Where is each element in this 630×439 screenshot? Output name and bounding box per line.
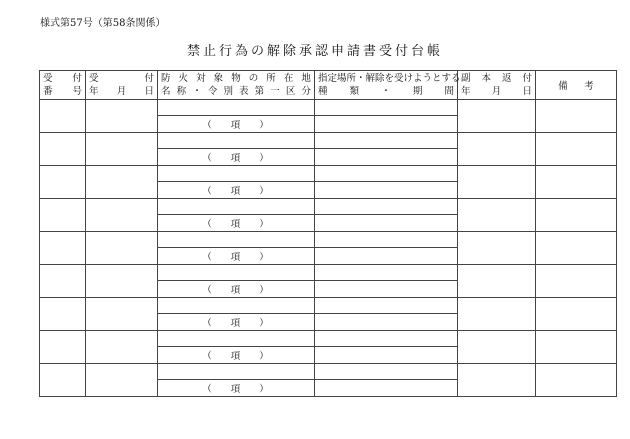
- header-char: 受: [89, 73, 99, 84]
- kou-open-paren: （: [202, 252, 213, 263]
- remarks-cell[interactable]: [536, 133, 617, 166]
- header-line: [161, 86, 311, 97]
- property-location-cell[interactable]: [158, 199, 315, 215]
- receipt-date-cell[interactable]: [86, 166, 158, 199]
- remarks-cell[interactable]: [536, 331, 617, 364]
- header-char: 第: [254, 86, 265, 97]
- property-name-category-cell[interactable]: [158, 215, 315, 232]
- kou-open-paren: （: [202, 120, 213, 131]
- header-char: 付: [144, 73, 154, 84]
- header-char: 本: [481, 73, 491, 84]
- header-char: 所: [266, 73, 276, 84]
- header-char: 令: [207, 86, 218, 97]
- header-char: 区: [285, 86, 296, 97]
- type-period-cell[interactable]: [315, 116, 458, 133]
- designated-place-cell[interactable]: [315, 199, 458, 215]
- kou-close-paren: ）: [259, 219, 270, 230]
- copy-return-date-cell[interactable]: [458, 364, 536, 397]
- kou-open-paren: （: [202, 219, 213, 230]
- receipt-number-cell[interactable]: [40, 364, 86, 397]
- property-location-cell[interactable]: [158, 166, 315, 182]
- property-location-cell[interactable]: [158, 100, 315, 116]
- ledger-row: [40, 100, 617, 116]
- header-char: の: [248, 73, 259, 84]
- header-char: 分: [301, 86, 311, 97]
- header-char: 防: [161, 73, 171, 84]
- header-char: 火: [178, 73, 189, 84]
- header-line: [43, 73, 82, 84]
- kou-open-paren: （: [202, 318, 213, 329]
- copy-return-date-cell[interactable]: [458, 265, 536, 298]
- header-char: ・: [192, 86, 202, 97]
- header-line: [43, 86, 82, 97]
- header-char: 副: [461, 73, 471, 84]
- header-property-location-name: [158, 71, 315, 100]
- kou-open-paren: （: [202, 186, 213, 197]
- header-char: ・: [381, 86, 391, 97]
- kou-label: 項: [230, 153, 242, 164]
- designated-place-cell[interactable]: [315, 331, 458, 347]
- designated-place-cell[interactable]: [315, 298, 458, 314]
- designated-place-cell[interactable]: [315, 232, 458, 248]
- receipt-number-cell[interactable]: [40, 331, 86, 364]
- copy-return-date-cell[interactable]: [458, 199, 536, 232]
- header-line: [318, 86, 454, 97]
- property-location-cell[interactable]: [158, 232, 315, 248]
- header-receipt-date: [86, 71, 158, 100]
- copy-return-date-cell[interactable]: [458, 331, 536, 364]
- designated-place-cell[interactable]: [315, 133, 458, 149]
- header-char: 日: [522, 86, 532, 97]
- kou-open-paren: （: [202, 351, 213, 362]
- kou-label: 項: [230, 285, 242, 296]
- property-name-category-cell[interactable]: [158, 314, 315, 331]
- kou-open-paren: （: [202, 285, 213, 296]
- remarks-cell[interactable]: [536, 265, 617, 298]
- header-char: 番: [43, 86, 53, 97]
- kou-label: 項: [230, 252, 242, 263]
- header-remarks-char: 考: [584, 81, 594, 92]
- header-char: 別: [223, 86, 233, 97]
- ledger-row: [40, 364, 617, 380]
- header-char: 一: [270, 86, 280, 97]
- header-char: 称: [176, 86, 187, 97]
- designated-place-cell[interactable]: [315, 265, 458, 281]
- designated-place-cell[interactable]: [315, 364, 458, 380]
- receipt-date-cell[interactable]: [86, 298, 158, 331]
- ledger-row: [40, 133, 617, 149]
- ledger-table: [39, 70, 617, 397]
- type-period-cell[interactable]: [315, 248, 458, 265]
- receipt-date-cell[interactable]: [86, 199, 158, 232]
- header-char: 名: [161, 86, 171, 97]
- header-char: 在: [283, 73, 294, 84]
- type-period-cell[interactable]: [315, 182, 458, 199]
- property-name-category-cell[interactable]: [158, 248, 315, 265]
- kou-close-paren: ）: [259, 285, 270, 296]
- kou-label: 項: [230, 219, 242, 230]
- property-location-cell[interactable]: [158, 364, 315, 380]
- type-period-cell[interactable]: [315, 281, 458, 298]
- header-char: 月: [491, 86, 502, 97]
- header-receipt-number: [40, 71, 86, 100]
- receipt-date-cell[interactable]: [86, 100, 158, 133]
- ledger-row: [40, 331, 617, 347]
- kou-close-paren: ）: [259, 318, 270, 329]
- header-char: 受: [43, 73, 53, 84]
- property-name-category-cell[interactable]: [158, 116, 315, 133]
- kou-label: 項: [230, 351, 242, 362]
- kou-close-paren: ）: [259, 186, 270, 197]
- header-copy-return-date: [458, 71, 536, 100]
- kou-open-paren: （: [202, 153, 213, 164]
- header-char: 号: [72, 86, 82, 97]
- receipt-date-cell[interactable]: [86, 232, 158, 265]
- header-char: 類: [349, 86, 360, 97]
- type-period-cell[interactable]: [315, 149, 458, 166]
- receipt-number-cell[interactable]: [40, 199, 86, 232]
- form-number: 様式第57号（第58条関係）: [40, 18, 166, 29]
- copy-return-date-cell[interactable]: [458, 100, 536, 133]
- property-location-cell[interactable]: [158, 265, 315, 281]
- receipt-number-cell[interactable]: [40, 298, 86, 331]
- header-char: 指定場所・解除を受けようとする: [318, 73, 461, 84]
- remarks-cell[interactable]: [536, 199, 617, 232]
- ledger-row: [40, 232, 617, 248]
- designated-place-cell[interactable]: [315, 100, 458, 116]
- header-char: 月: [116, 86, 127, 97]
- receipt-date-cell[interactable]: [86, 133, 158, 166]
- header-designated-place-type-period: [315, 71, 461, 100]
- header-char: 物: [231, 73, 241, 84]
- header-char: 象: [213, 73, 224, 84]
- header-char: 日: [144, 86, 154, 97]
- kou-close-paren: ）: [259, 351, 270, 362]
- header-line: [461, 73, 532, 84]
- header-char: 年: [461, 86, 471, 97]
- header-char: 種: [318, 86, 328, 97]
- header-char: 付: [72, 73, 82, 84]
- remarks-cell[interactable]: [536, 298, 617, 331]
- kou-close-paren: ）: [259, 120, 270, 131]
- property-location-cell[interactable]: [158, 133, 315, 149]
- header-char: 返: [501, 73, 512, 84]
- header-char: 表: [239, 86, 249, 97]
- receipt-date-cell[interactable]: [86, 265, 158, 298]
- kou-label: 項: [230, 186, 242, 197]
- copy-return-date-cell[interactable]: [458, 298, 536, 331]
- remarks-cell[interactable]: [536, 364, 617, 397]
- ledger-row: [40, 298, 617, 314]
- kou-close-paren: ）: [259, 384, 270, 395]
- ledger-row: [40, 265, 617, 281]
- type-period-cell[interactable]: [315, 314, 458, 331]
- header-line: [318, 73, 461, 84]
- ledger-row: [40, 166, 617, 182]
- header-line: [161, 73, 311, 84]
- receipt-number-cell[interactable]: [40, 232, 86, 265]
- header-char: 地: [301, 73, 311, 84]
- ledger-title: 禁止行為の解除承認申請書受付台帳: [186, 44, 443, 59]
- kou-label: 項: [230, 384, 242, 395]
- receipt-number-cell[interactable]: [40, 100, 86, 133]
- receipt-number-cell[interactable]: [40, 166, 86, 199]
- remarks-cell[interactable]: [536, 100, 617, 133]
- header-char: 対: [196, 73, 206, 84]
- property-name-category-cell[interactable]: [158, 149, 315, 166]
- type-period-cell[interactable]: [315, 215, 458, 232]
- kou-close-paren: ）: [259, 252, 270, 263]
- receipt-date-cell[interactable]: [86, 364, 158, 397]
- header-row: [40, 71, 617, 100]
- designated-place-cell[interactable]: [315, 166, 458, 182]
- header-remarks: [536, 71, 617, 100]
- header-line: [461, 86, 532, 97]
- kou-open-paren: （: [202, 384, 213, 395]
- ledger-row: [40, 199, 617, 215]
- receipt-date-cell[interactable]: [86, 331, 158, 364]
- property-name-category-cell[interactable]: [158, 182, 315, 199]
- header-line: [89, 73, 154, 84]
- receipt-number-cell[interactable]: [40, 133, 86, 166]
- copy-return-date-cell[interactable]: [458, 133, 536, 166]
- header-char: 付: [522, 73, 532, 84]
- property-name-category-cell[interactable]: [158, 281, 315, 298]
- remarks-cell[interactable]: [536, 232, 617, 265]
- property-name-category-cell[interactable]: [158, 380, 315, 397]
- receipt-number-cell[interactable]: [40, 265, 86, 298]
- property-name-category-cell[interactable]: [158, 347, 315, 364]
- type-period-cell[interactable]: [315, 347, 458, 364]
- header-char: 年: [89, 86, 99, 97]
- copy-return-date-cell[interactable]: [458, 232, 536, 265]
- kou-close-paren: ）: [259, 153, 270, 164]
- remarks-cell[interactable]: [536, 166, 617, 199]
- header-line: [89, 86, 154, 97]
- kou-label: 項: [230, 318, 242, 329]
- header-char: 間: [444, 86, 454, 97]
- kou-label: 項: [230, 120, 242, 131]
- property-location-cell[interactable]: [158, 331, 315, 347]
- header-char: 期: [412, 86, 423, 97]
- copy-return-date-cell[interactable]: [458, 166, 536, 199]
- header-remarks-char: 備: [558, 81, 568, 92]
- type-period-cell[interactable]: [315, 380, 458, 397]
- property-location-cell[interactable]: [158, 298, 315, 314]
